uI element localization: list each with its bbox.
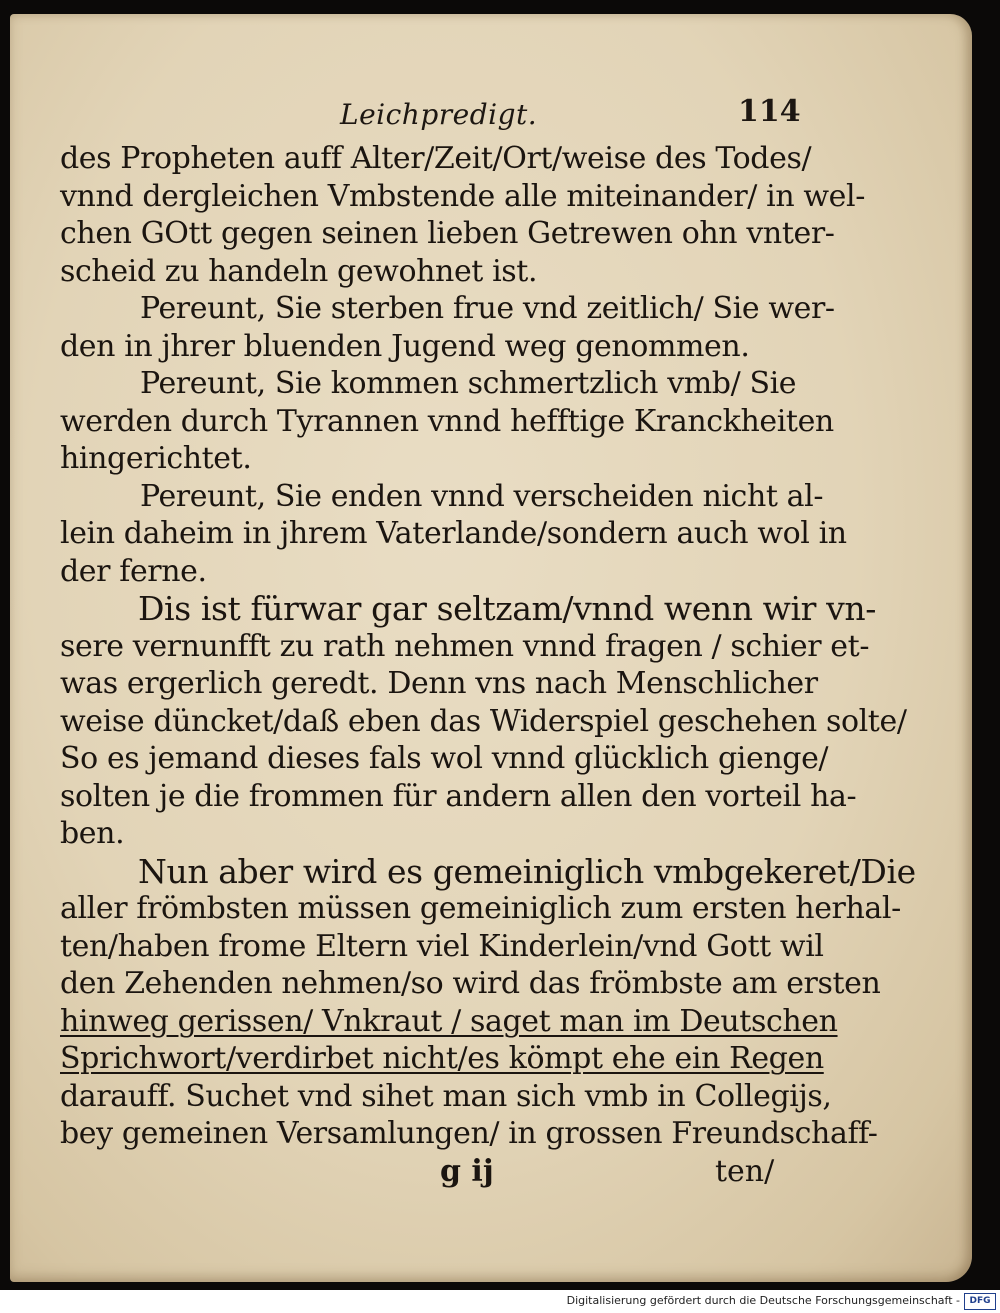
text-line: darauff. Suchet vnd sihet man sich vmb in Collegijs, bbox=[60, 1078, 832, 1114]
book-page bbox=[10, 14, 972, 1282]
text-line: weise düncket/daß eben das Widerspiel geschehen solte/ bbox=[60, 703, 907, 739]
text-line: vnnd dergleichen Vmbstende alle miteinander/ in wel- bbox=[60, 178, 865, 214]
catchword: ten/ bbox=[715, 1154, 775, 1189]
text-line: solten je die frommen für andern allen den vorteil ha- bbox=[60, 778, 857, 814]
page-number: 114 bbox=[738, 94, 801, 129]
text-line: des Propheten auff Alter/Zeit/Ort/weise des Todes/ bbox=[60, 141, 812, 176]
text-line: sere vernunfft zu rath nehmen vnnd fragen / schier et- bbox=[60, 628, 870, 664]
text-line: Nun aber wird es gemeiniglich vmbgekeret/Die bbox=[138, 851, 916, 891]
text-line: bey gemeinen Versamlungen/ in grossen Freundschaff- bbox=[60, 1116, 878, 1151]
text-line: der ferne. bbox=[60, 553, 207, 589]
page-footer bbox=[10, 1154, 972, 1194]
text-line: Pereunt, Sie kommen schmertzlich vmb/ Sie bbox=[140, 366, 797, 401]
text-line: hingerichtet. bbox=[60, 441, 252, 476]
text-line: werden durch Tyrannen vnnd hefftige Kranckheiten bbox=[60, 403, 834, 439]
text-line: Pereunt, Sie sterben frue vnd zeitlich/ Sie wer- bbox=[140, 291, 835, 326]
text-line: So es jemand dieses fals wol vnnd glücklich gienge/ bbox=[60, 741, 829, 776]
signature-mark: g ij bbox=[440, 1154, 494, 1189]
text-line: hinweg gerissen/ Vnkraut / saget man im Deutschen bbox=[60, 1003, 838, 1039]
page-header bbox=[10, 94, 972, 138]
text-line: den in jhrer bluenden Jugend weg genommen. bbox=[60, 328, 750, 364]
funding-credit: Digitalisierung gefördert durch die Deutsche Forschungsgemeinschaft - bbox=[566, 1294, 960, 1307]
text-line: Dis ist fürwar gar seltzam/vnnd wenn wir vn- bbox=[138, 589, 876, 628]
text-line: Pereunt, Sie enden vnnd verscheiden nicht al- bbox=[140, 478, 824, 514]
text-line: was ergerlich geredt. Denn vns nach Menschlicher bbox=[60, 666, 818, 701]
running-head: Leichpredigt. bbox=[340, 98, 538, 131]
text-line: ten/haben frome Eltern viel Kinderlein/vnd Gott wil bbox=[60, 928, 824, 964]
dfg-logo: DFG bbox=[964, 1293, 996, 1310]
body-text bbox=[60, 140, 916, 1153]
text-line: ben. bbox=[60, 816, 125, 851]
text-line: den Zehenden nehmen/so wird das frömbste am ersten bbox=[60, 966, 881, 1001]
text-line: Sprichwort/verdirbet nicht/es kömpt ehe ein Regen bbox=[60, 1041, 824, 1076]
text-line: aller frömbsten müssen gemeiniglich zum ersten herhal- bbox=[60, 891, 901, 926]
credit-bar bbox=[0, 1290, 1000, 1313]
text-line: scheid zu handeln gewohnet ist. bbox=[60, 253, 538, 289]
text-line: lein daheim in jhrem Vaterlande/sondern auch wol in bbox=[60, 516, 847, 551]
text-line: chen GOtt gegen seinen lieben Getrewen ohn vnter- bbox=[60, 216, 835, 251]
